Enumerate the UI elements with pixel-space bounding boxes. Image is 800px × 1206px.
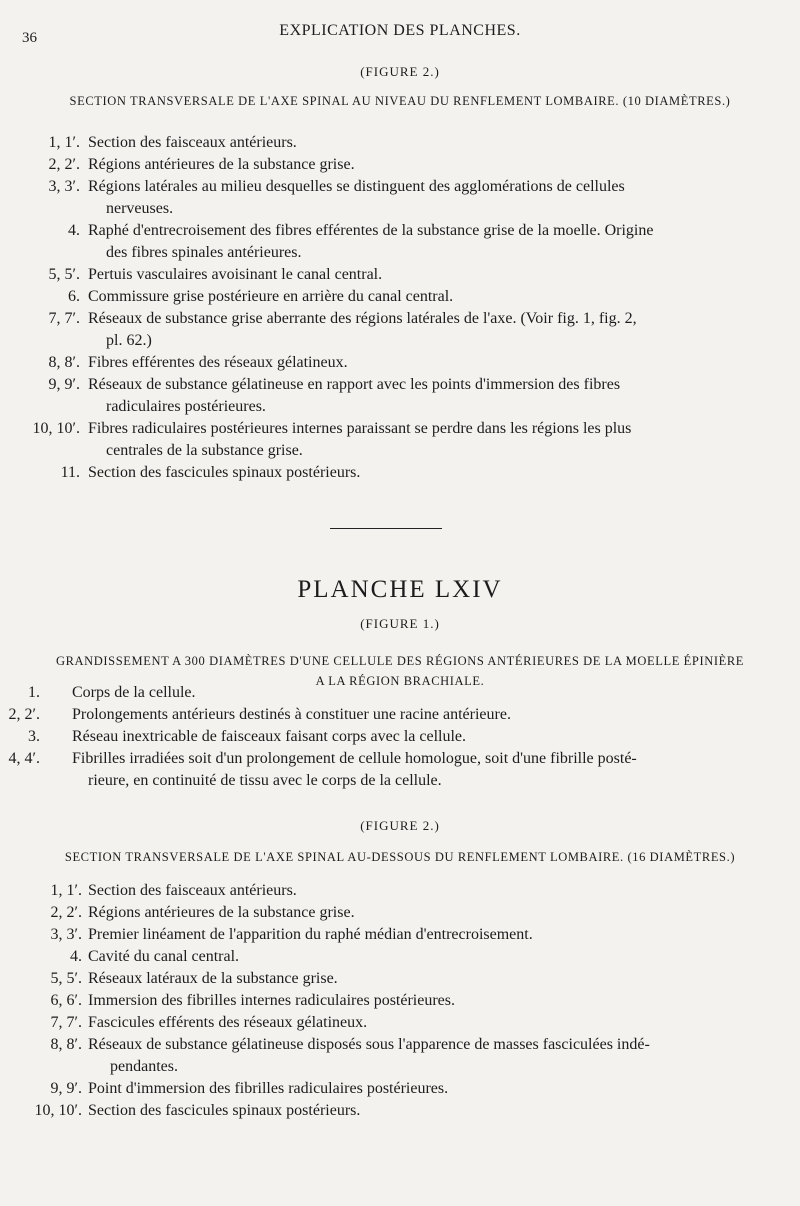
legend-item [0,132,800,154]
legend-item [0,1100,800,1122]
legend-number: 5, 5′. [48,266,80,283]
legend-item [0,176,800,220]
legend-text-continued: nerveuses. [106,200,174,217]
legend-text: Fascicules efférents des réseaux gélatineux. [88,1014,368,1031]
legend-text: Premier linéament de l'apparition du raphé médian d'entrecroisement. [88,926,533,943]
legend-number: 4. [70,948,82,965]
legend-text: Commissure grise postérieure en arrière du canal central. [88,288,454,305]
plate-fig2-caption: SECTION TRANSVERSALE DE L'AXE SPINAL AU-DESSOUS DU RENFLEMENT LOMBAIRE. (16 DIAMÈTRES.) [64,850,736,864]
legend-item [0,1078,800,1100]
legend-number: 8, 8′. [48,354,80,371]
legend-text: Régions antérieures de la substance grise. [88,904,355,921]
legend-text: Section des faisceaux antérieurs. [88,882,297,899]
figure-label-plate-1: (FIGURE 1.) [360,616,440,631]
section1-caption: SECTION TRANSVERSALE DE L'AXE SPINAL AU NIVEAU DU RENFLEMENT LOMBAIRE. (10 DIAMÈTRES.) [69,94,731,108]
legend-item [0,968,800,990]
legend-text: Réseaux de substance grise aberrante des régions latérales de l'axe. (Voir fig. 1, fig. 2, [88,310,637,327]
legend-item [0,462,800,484]
figure-label-1: (FIGURE 2.) [360,64,440,79]
legend-text: Réseaux de substance gélatineuse en rapport avec les points d'immersion des fibres [88,376,621,393]
legend-text: Section des fascicules spinaux postérieurs. [88,464,361,481]
legend-number: 7, 7′. [50,1014,82,1031]
legend-text: Immersion des fibrilles internes radiculaires postérieures. [88,992,455,1009]
legend-number: 6. [68,288,80,305]
legend-number: 10, 10′. [34,1102,82,1119]
legend-item [0,990,800,1012]
legend-text: Fibres efférentes des réseaux gélatineux. [88,354,348,371]
legend-text: Raphé d'entrecroisement des fibres efférentes de la substance grise de la moelle. Origine [88,222,654,239]
page-number: 36 [22,30,37,46]
legend-item [0,924,800,946]
legend-number: 6, 6′. [50,992,82,1009]
legend-text: Régions antérieures de la substance grise. [88,156,355,173]
legend-item [0,374,800,418]
legend-number: 3, 3′. [48,178,80,195]
legend-number: 2, 2′. [50,904,82,921]
legend-text: Régions latérales au milieu desquelles se distinguent des agglomérations de cellules [88,178,625,195]
legend-number: 9, 9′. [50,1080,82,1097]
legend-item [0,286,800,308]
legend-text: Corps de la cellule. [72,684,196,701]
legend-text-continued: radiculaires postérieures. [106,398,266,415]
legend-number: 7, 7′. [48,310,80,327]
plate-fig1-caption-line2: A LA RÉGION BRACHIALE. [315,674,485,688]
legend-number: 11. [60,464,80,481]
legend-text-continued: pl. 62.) [106,332,152,349]
legend-item [0,880,800,902]
legend-item [0,682,800,704]
legend-text: Section des faisceaux antérieurs. [88,134,297,151]
legend-text: Section des fascicules spinaux postérieurs. [88,1102,361,1119]
legend-item [0,264,800,286]
legend-text: Pertuis vasculaires avoisinant le canal central. [88,266,383,283]
legend-item [0,418,800,462]
legend-number: 9, 9′. [48,376,80,393]
legend-number: 4, 4′. [8,750,40,767]
legend-item [0,352,800,374]
legend-item [0,308,800,352]
legend-text: Prolongements antérieurs destinés à constituer une racine antérieure. [72,706,511,723]
legend-number: 8, 8′. [50,1036,82,1053]
legend-text: Fibres radiculaires postérieures internes paraissant se perdre dans les régions les plus [88,420,632,437]
legend-text-continued: centrales de la substance grise. [106,442,303,459]
legend-item [0,154,800,176]
legend-number: 1. [28,684,40,701]
legend-item [0,704,800,726]
plate-fig1-caption-line1: GRANDISSEMENT A 300 DIAMÈTRES D'UNE CELLULE DES RÉGIONS ANTÉRIEURES DE LA MOELLE ÉPINIÈRE [55,654,745,668]
running-head: EXPLICATION DES PLANCHES. [279,22,521,39]
legend-item [0,1012,800,1034]
legend-text: Fibrilles irradiées soit d'un prolongement de cellule homologue, soit d'une fibrille posté- [72,750,637,767]
legend-item [0,902,800,924]
legend-number: 1, 1′. [48,134,80,151]
plate-title: PLANCHE LXIV [297,576,503,603]
legend-number: 5, 5′. [50,970,82,987]
legend-number: 4. [68,222,80,239]
legend-number: 2, 2′. [8,706,40,723]
legend-item [0,726,800,748]
legend-number: 2, 2′. [48,156,80,173]
section-divider [330,528,442,529]
legend-item [0,946,800,968]
legend-number: 1, 1′. [50,882,82,899]
legend-number: 10, 10′. [32,420,80,437]
legend-text: Point d'immersion des fibrilles radiculaires postérieures. [88,1080,449,1097]
legend-text-continued: pendantes. [110,1058,178,1075]
legend-item [0,220,800,264]
legend-text-continued: des fibres spinales antérieures. [106,244,302,261]
legend-item [0,1034,800,1078]
legend-text: Réseaux latéraux de la substance grise. [88,970,338,987]
legend-number: 3, 3′. [50,926,82,943]
legend-number: 3. [28,728,40,745]
legend-text: Réseaux de substance gélatineuse disposés sous l'apparence de masses fasciculées indé- [88,1036,650,1053]
legend-text-continued: rieure, en continuité de tissu avec le corps de la cellule. [88,772,442,789]
legend-text: Réseau inextricable de faisceaux faisant corps avec la cellule. [72,728,467,745]
legend-text: Cavité du canal central. [88,948,240,965]
legend-item [0,748,800,792]
figure-label-plate-2: (FIGURE 2.) [360,818,440,833]
